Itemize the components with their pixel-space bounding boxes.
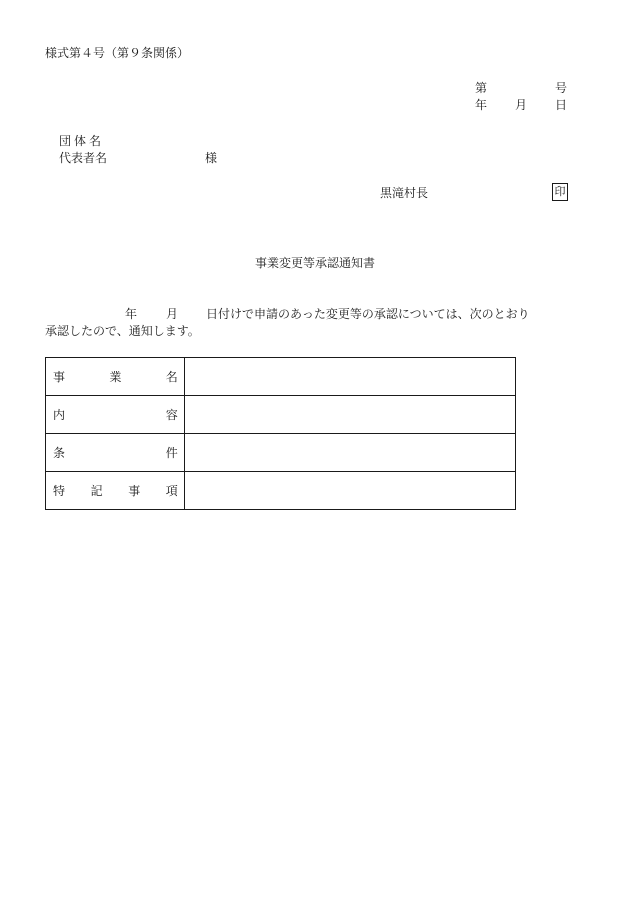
document-number-suffix: 号 — [555, 81, 568, 95]
label-cell — [46, 358, 185, 396]
document-number-prefix: 第 — [475, 81, 488, 95]
representative-name-label: 代表者名 — [59, 151, 108, 165]
label-char: 容 — [165, 407, 178, 422]
label-char: 名 — [165, 369, 178, 384]
label-cell — [46, 434, 185, 472]
organization-name-label: 団体名 — [59, 134, 105, 148]
project-name-field[interactable] — [184, 358, 515, 396]
honorific: 様 — [205, 151, 218, 165]
body-month-label: 月 — [166, 307, 179, 321]
form-number: 様式第４号（第９条関係） — [45, 46, 190, 60]
label-char: 記 — [90, 483, 103, 498]
table-row-project-name — [46, 358, 516, 396]
body-text-line1: 日付けで申請のあった変更等の承認については、次のとおり — [206, 307, 530, 321]
table-row-special-notes — [46, 472, 516, 510]
label-char: 特 — [53, 483, 66, 498]
label-char: 内 — [53, 407, 66, 422]
label-char: 項 — [165, 483, 178, 498]
label-char: 件 — [165, 445, 178, 460]
special-notes-field[interactable] — [184, 472, 515, 510]
label-char: 条 — [53, 445, 66, 460]
seal-stamp: 印 — [552, 183, 568, 201]
table-row-conditions — [46, 434, 516, 472]
conditions-field[interactable] — [184, 434, 515, 472]
body-year-label: 年 — [125, 307, 138, 321]
table-row-content — [46, 396, 516, 434]
body-text-line2: 承認したので、通知します。 — [45, 324, 200, 338]
label-char: 事 — [53, 369, 66, 384]
document-title: 事業変更等承認通知書 — [254, 256, 375, 270]
date-month-label: 月 — [515, 98, 528, 112]
label-cell — [46, 472, 185, 510]
label-char: 業 — [109, 369, 122, 384]
label-char: 事 — [128, 483, 141, 498]
label-cell — [46, 396, 185, 434]
date-year-label: 年 — [475, 98, 488, 112]
detail-table — [45, 357, 516, 510]
issuer-name: 黒滝村長 — [380, 186, 429, 200]
content-field[interactable] — [184, 396, 515, 434]
date-day-label: 日 — [555, 98, 568, 112]
